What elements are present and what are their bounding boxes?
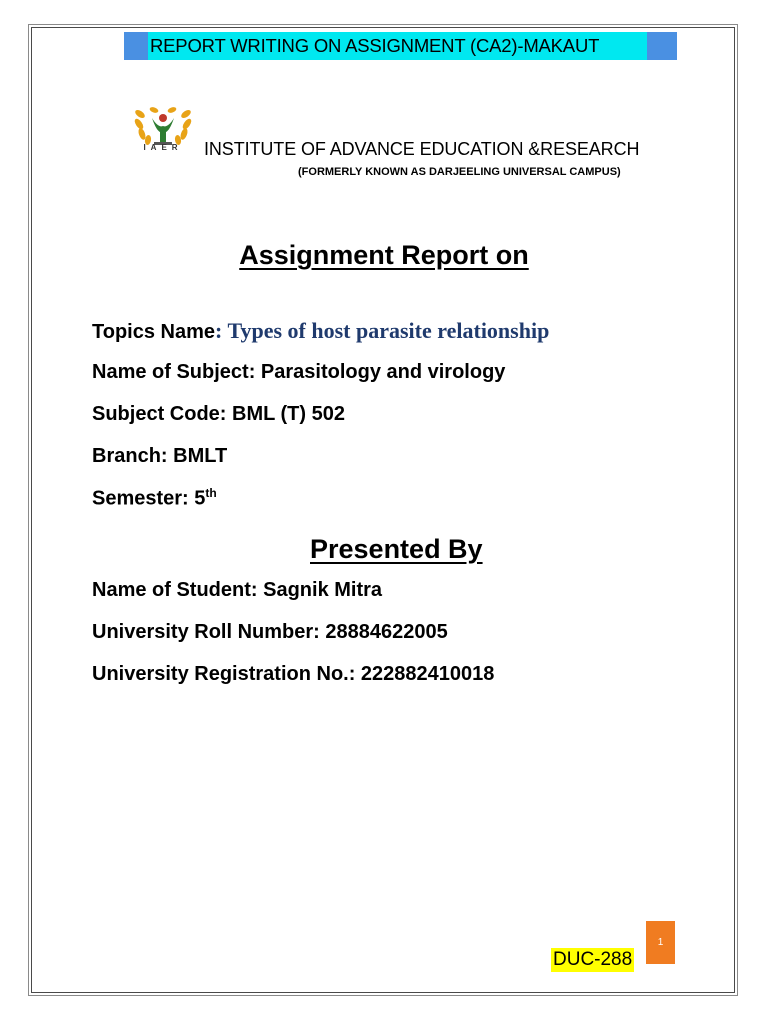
semester-label: Semester: 5 bbox=[92, 487, 206, 510]
topic-line bbox=[92, 318, 549, 344]
topic-label: Topics Name bbox=[92, 321, 215, 343]
topic-value: Types of host parasite relationship bbox=[227, 318, 550, 343]
page-number-badge: 1 bbox=[646, 921, 675, 964]
subject-code: Subject Code: BML (T) 502 bbox=[92, 403, 345, 425]
logo-text: IAER bbox=[143, 143, 183, 152]
header-banner bbox=[124, 32, 677, 60]
presented-by-heading: Presented By bbox=[310, 534, 483, 564]
semester-line bbox=[92, 486, 217, 511]
banner-right-edge bbox=[647, 32, 677, 60]
registration-number: University Registration No.: 222882410018 bbox=[92, 663, 495, 685]
report-title bbox=[0, 240, 768, 271]
institute-subtitle: (FORMERLY KNOWN AS DARJEELING UNIVERSAL CAMPUS) bbox=[298, 166, 621, 178]
report-title-text: Assignment Report on bbox=[239, 240, 529, 270]
semester-superscript: th bbox=[205, 486, 217, 500]
banner-left-edge bbox=[124, 32, 148, 60]
branch: Branch: BMLT bbox=[92, 445, 228, 467]
institute-name: INSTITUTE OF ADVANCE EDUCATION &RESEARCH bbox=[204, 139, 640, 159]
document-code: DUC-288 bbox=[553, 949, 633, 970]
topic-separator: : bbox=[215, 318, 228, 343]
student-name: Name of Student: Sagnik Mitra bbox=[92, 579, 383, 601]
roll-number: University Roll Number: 28884622005 bbox=[92, 621, 448, 643]
subject-name: Name of Subject: Parasitology and virology bbox=[92, 361, 506, 383]
banner-title: REPORT WRITING ON ASSIGNMENT (CA2)-MAKAUT bbox=[150, 35, 600, 56]
